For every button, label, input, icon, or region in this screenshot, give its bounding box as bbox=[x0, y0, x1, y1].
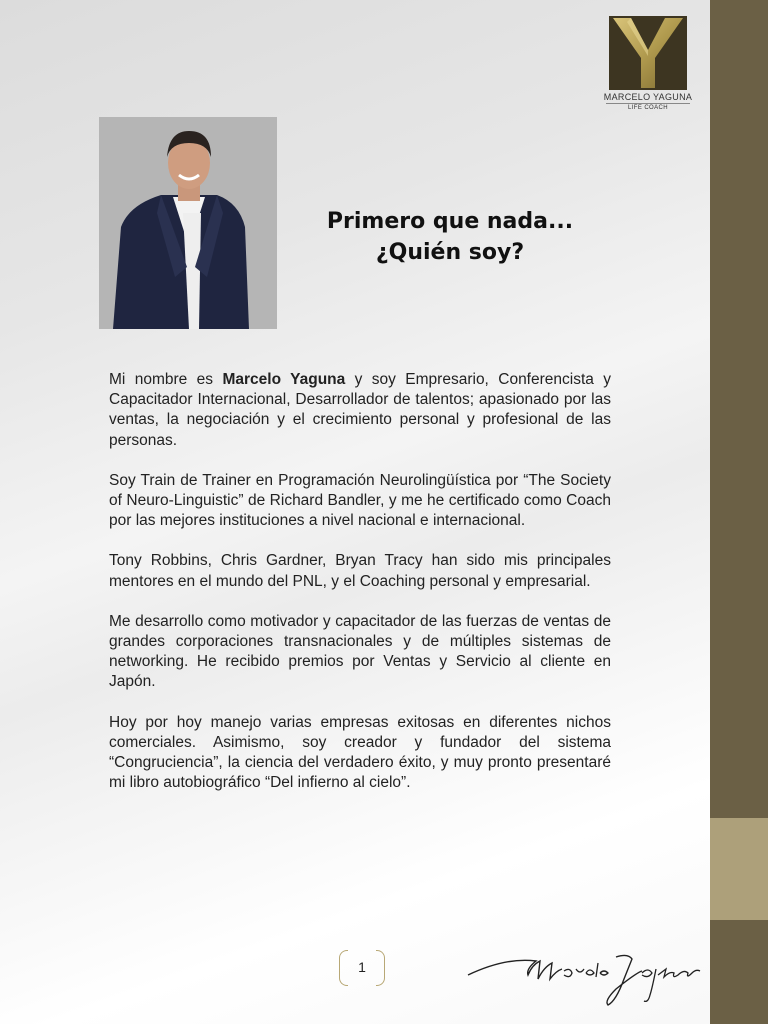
y-monogram-icon bbox=[609, 16, 687, 90]
paragraph-3: Tony Robbins, Chris Gardner, Bryan Tracy han sido mis principales mentores en el mundo del PNL, y el Coaching personal y empresarial. bbox=[109, 552, 611, 590]
brand-logo bbox=[596, 16, 700, 116]
author-name: Marcelo Yaguna bbox=[222, 371, 346, 388]
portrait-photo bbox=[99, 117, 277, 329]
page-title bbox=[300, 206, 600, 268]
title-line-1: Primero que nada... bbox=[326, 209, 574, 234]
paragraph-1-end: y soy Empresario, Conferencista y Capacitador Internacional, Desarrollador de talentos; apasionado por las ventas, la negociación y el crecimiento personal y profesional de las personas. bbox=[109, 371, 612, 449]
paragraph-4: Me desarrollo como motivador y capacitador de las fuerzas de ventas de grandes corporaciones transnacionales y de múltiples sistemas de networking. He recibido premios por Ventas y Servicio al cliente en Japón. bbox=[109, 612, 611, 691]
paragraph-1-start: Mi nombre es bbox=[109, 371, 223, 388]
signature bbox=[466, 945, 702, 1011]
brand-name: MARCELO YAGUNA bbox=[603, 92, 693, 102]
side-accent-block bbox=[710, 818, 768, 920]
signature-icon bbox=[466, 945, 702, 1011]
paragraph-2: Soy Train de Trainer en Programación Neurolingüística por “The Society of Neuro-Linguistic” de Richard Bandler, y me he certificado como Coach por las mejores instituciones a nivel nacional e internacional. bbox=[109, 471, 611, 530]
brand-subtitle: LIFE COACH bbox=[606, 103, 690, 111]
paragraph-5: Hoy por hoy manejo varias empresas exitosas en diferentes nichos comerciales. Asimismo, soy creador y fundador del sistema “Congruciencia”, la ciencia del verdadero éxito, y muy pronto presentaré mi libro autobiográfico “Del infierno al cielo”. bbox=[109, 713, 611, 792]
side-decoration-bar bbox=[710, 0, 768, 1024]
title-line-2: ¿Quién soy? bbox=[375, 240, 525, 265]
page-number-badge bbox=[339, 950, 385, 986]
paragraph-1 bbox=[109, 370, 611, 451]
page-number: 1 bbox=[358, 959, 366, 975]
bio-text bbox=[109, 370, 611, 813]
